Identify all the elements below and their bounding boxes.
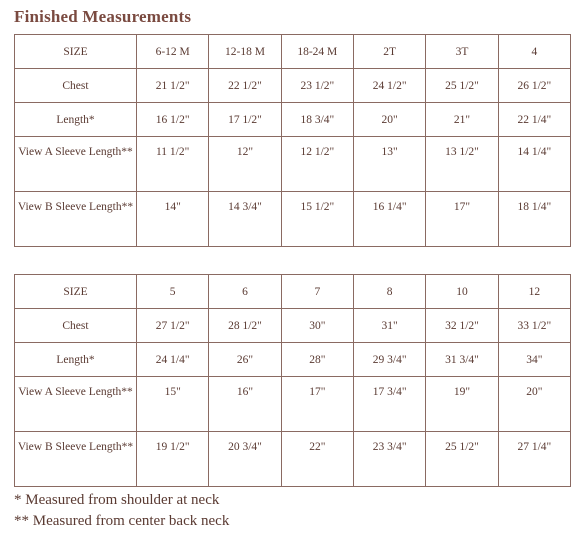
row-label: Length* — [15, 103, 137, 137]
table-cell: 33 1/2" — [498, 309, 570, 343]
table-cell: 17" — [281, 377, 353, 432]
table-cell: 21" — [426, 103, 498, 137]
table-cell: 11 1/2" — [137, 137, 209, 192]
row-label: Chest — [15, 309, 137, 343]
table-cell: 5 — [137, 275, 209, 309]
table-cell: 12 — [498, 275, 570, 309]
table-cell: 27 1/2" — [137, 309, 209, 343]
table-row — [15, 192, 571, 247]
table-cell: 14 3/4" — [209, 192, 281, 247]
row-label: Length* — [15, 343, 137, 377]
table-cell: 26 1/2" — [498, 69, 570, 103]
table-cell: 6-12 M — [137, 35, 209, 69]
table-cell: 23 1/2" — [281, 69, 353, 103]
table-cell: 16 1/4" — [353, 192, 425, 247]
table-cell: 32 1/2" — [426, 309, 498, 343]
table-cell: 21 1/2" — [137, 69, 209, 103]
table-cell: 19" — [426, 377, 498, 432]
table-row — [15, 343, 571, 377]
row-label: View A Sleeve Length** — [15, 377, 137, 432]
row-label: View B Sleeve Length** — [15, 192, 137, 247]
table-cell: 30" — [281, 309, 353, 343]
table-row — [15, 35, 571, 69]
measurements-table-2 — [14, 274, 571, 487]
table-cell: 20 3/4" — [209, 432, 281, 487]
table-cell: 3T — [426, 35, 498, 69]
table-cell: 25 1/2" — [426, 69, 498, 103]
table-cell: 15 1/2" — [281, 192, 353, 247]
table-cell: 26" — [209, 343, 281, 377]
row-label: SIZE — [15, 275, 137, 309]
table-cell: 28 1/2" — [209, 309, 281, 343]
row-label: SIZE — [15, 35, 137, 69]
table-cell: 18-24 M — [281, 35, 353, 69]
table-cell: 2T — [353, 35, 425, 69]
table-cell: 31" — [353, 309, 425, 343]
table-row — [15, 103, 571, 137]
table-cell: 13" — [353, 137, 425, 192]
table-cell: 12 1/2" — [281, 137, 353, 192]
table-cell: 22 1/2" — [209, 69, 281, 103]
row-label: Chest — [15, 69, 137, 103]
table-cell: 15" — [137, 377, 209, 432]
table-cell: 20" — [498, 377, 570, 432]
table-cell: 7 — [281, 275, 353, 309]
table-cell: 23 3/4" — [353, 432, 425, 487]
table-cell: 16" — [209, 377, 281, 432]
table-cell: 10 — [426, 275, 498, 309]
table-cell: 12-18 M — [209, 35, 281, 69]
row-label: View B Sleeve Length** — [15, 432, 137, 487]
table-row — [15, 275, 571, 309]
measurements-table-1 — [14, 34, 571, 247]
table-cell: 34" — [498, 343, 570, 377]
table-cell: 18 3/4" — [281, 103, 353, 137]
table-cell: 16 1/2" — [137, 103, 209, 137]
table-cell: 18 1/4" — [498, 192, 570, 247]
table-cell: 13 1/2" — [426, 137, 498, 192]
table-cell: 4 — [498, 35, 570, 69]
table-row — [15, 309, 571, 343]
table-cell: 19 1/2" — [137, 432, 209, 487]
table-cell: 22" — [281, 432, 353, 487]
table-row — [15, 137, 571, 192]
table-row — [15, 432, 571, 487]
table-cell: 22 1/4" — [498, 103, 570, 137]
table-cell: 17" — [426, 192, 498, 247]
table-cell: 17 1/2" — [209, 103, 281, 137]
table-cell: 14" — [137, 192, 209, 247]
table-cell: 24 1/2" — [353, 69, 425, 103]
table-cell: 28" — [281, 343, 353, 377]
row-label: View A Sleeve Length** — [15, 137, 137, 192]
table-row — [15, 377, 571, 432]
footnote-shoulder: * Measured from shoulder at neck — [14, 492, 220, 508]
table-cell: 14 1/4" — [498, 137, 570, 192]
page-title: Finished Measurements — [14, 7, 192, 26]
table-cell: 12" — [209, 137, 281, 192]
table-cell: 29 3/4" — [353, 343, 425, 377]
table-cell: 31 3/4" — [426, 343, 498, 377]
table-cell: 20" — [353, 103, 425, 137]
footnote-back-neck: ** Measured from center back neck — [14, 513, 230, 529]
table-cell: 6 — [209, 275, 281, 309]
table-cell: 27 1/4" — [498, 432, 570, 487]
table-cell: 24 1/4" — [137, 343, 209, 377]
table-cell: 8 — [353, 275, 425, 309]
table-cell: 25 1/2" — [426, 432, 498, 487]
table-cell: 17 3/4" — [353, 377, 425, 432]
table-row — [15, 69, 571, 103]
footnotes — [14, 490, 229, 532]
